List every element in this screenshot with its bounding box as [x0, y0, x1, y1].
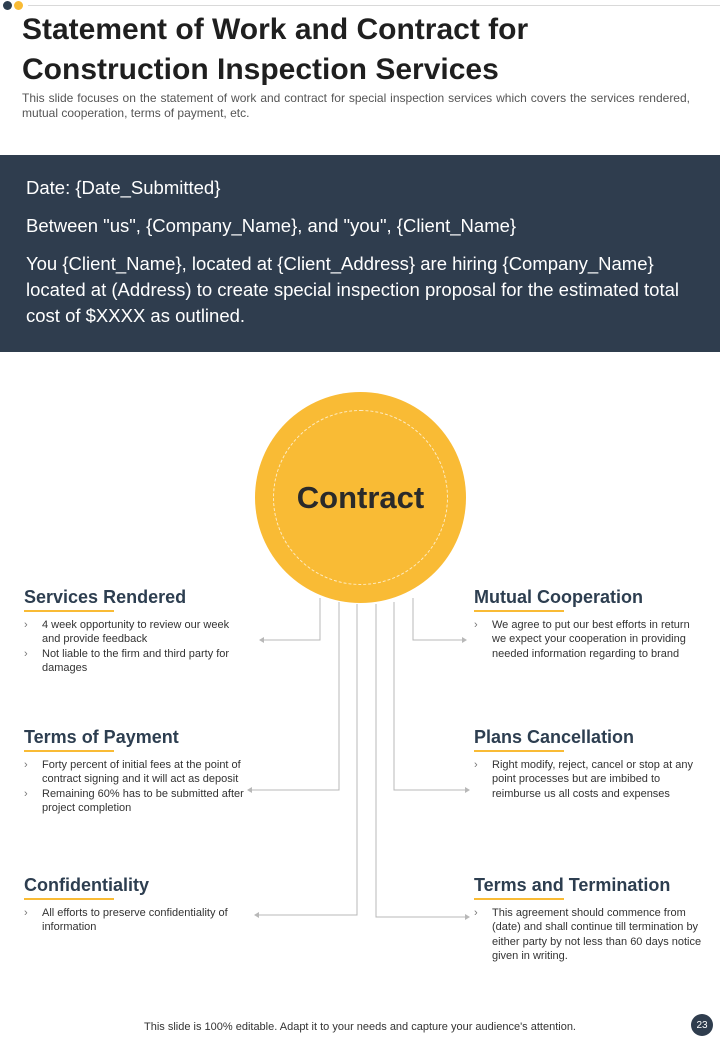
list-item: › All efforts to preserve confidentiality of information [24, 906, 249, 935]
section-title: Confidentiality [24, 875, 149, 895]
connector-payment [251, 602, 339, 790]
list-item: › Right modify, reject, cancel or stop at any point processes but are imbibed to reimburse us all costs and expenses [474, 758, 704, 801]
bullet-list [474, 758, 704, 801]
footer-note: This slide is 100% editable. Adapt it to your needs and capture your audience's attention. [144, 1021, 576, 1033]
section-title: Plans Cancellation [474, 727, 635, 747]
title-underline [474, 750, 564, 752]
page-number-badge: 23 [691, 1014, 713, 1036]
services-rendered-section [24, 586, 249, 675]
list-item: › We agree to put our best efforts in return we expect your cooperation in providing needed information regarding to brand [474, 618, 704, 661]
plans-cancellation-section [474, 726, 704, 801]
bullet-list [24, 758, 249, 815]
list-item: › Remaining 60% has to be submitted after project completion [24, 787, 249, 816]
arrow-termination [465, 914, 470, 920]
banner-description: You {Client_Name}, located at {Client_Address} are hiring {Company_Name} located at (Address) to create special inspection proposal for the estimated total cost of $XXXX as outlined. [26, 253, 679, 326]
contract-circle [255, 392, 466, 603]
title-underline [474, 610, 564, 612]
section-title: Services Rendered [24, 587, 187, 607]
confidentiality-section [24, 874, 249, 935]
slide-subtitle: This slide focuses on the statement of work and contract for special inspection services which covers the services rendered, mutual cooperation, terms of payment, etc. [22, 91, 690, 120]
title-underline [24, 898, 114, 900]
bullet-list [474, 906, 704, 963]
list-item: › Forty percent of initial fees at the point of contract signing and it will act as deposit [24, 758, 249, 787]
connector-cancellation [394, 602, 466, 790]
list-item: › This agreement should commence from (date) and shall continue till termination by either party by not less than 60 days notice given in writing. [474, 906, 704, 963]
arrow-cancellation [465, 787, 470, 793]
bullet-list [474, 618, 704, 661]
arrow-cooperation [462, 637, 467, 643]
bullet-list [24, 906, 249, 935]
section-title: Mutual Cooperation [474, 587, 643, 607]
title-underline [24, 750, 114, 752]
connector-services [263, 598, 320, 640]
section-title: Terms and Termination [474, 875, 671, 895]
contract-label: Contract [296, 479, 425, 515]
title-underline [24, 610, 114, 612]
connector-termination [376, 604, 466, 917]
mutual-cooperation-section [474, 586, 704, 661]
arrow-confidentiality [254, 912, 259, 918]
connector-confidentiality [258, 604, 357, 915]
list-item: › 4 week opportunity to review our week and provide feedback [24, 618, 249, 647]
terms-of-payment-section [24, 726, 249, 815]
connector-cooperation [413, 598, 463, 640]
banner-date: Date: {Date_Submitted} [26, 177, 221, 198]
arrow-services [259, 637, 264, 643]
banner-parties: Between "us", {Company_Name}, and "you", {Client_Name} [26, 215, 517, 236]
list-item: › Not liable to the firm and third party for damages [24, 647, 249, 676]
section-title: Terms of Payment [24, 727, 179, 747]
terms-and-termination-section [474, 874, 704, 963]
bullet-list [24, 618, 249, 675]
slide-title: Statement of Work and Contract for Construction Inspection Services [22, 13, 529, 86]
title-underline [474, 898, 564, 900]
